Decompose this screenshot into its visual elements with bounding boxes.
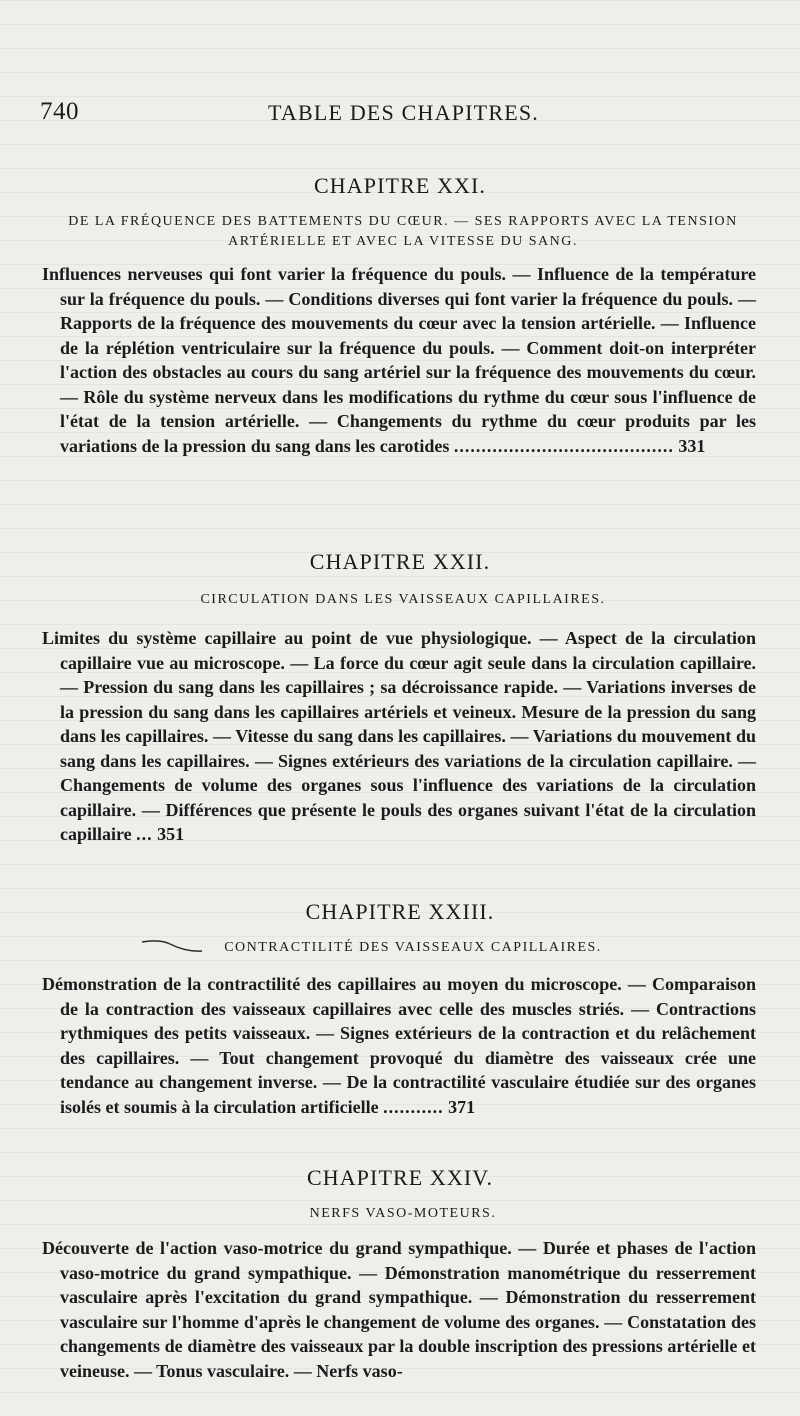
chapter-xxi bbox=[0, 172, 800, 458]
chapter-heading: CHAPITRE XXII. bbox=[309, 549, 491, 574]
chapter-xxiv bbox=[0, 1164, 800, 1383]
chapter-subtitle: CIRCULATION DANS LES VAISSEAUX CAPILLAIRES. bbox=[200, 592, 606, 607]
chapter-heading: CHAPITRE XXI. bbox=[314, 173, 486, 198]
chapter-summary bbox=[42, 972, 756, 1119]
chapter-summary bbox=[42, 1236, 756, 1383]
summary-text: Limites du système capillaire au point de vue physiologique. — Aspect de la circulation capillaire vue au microscope. — La force du cœur agit seule dans la circulation capillaire. — Pression du sang dans les capillaires ; sa décroissance rapide. — Variations inverses de la pression du sang dans les capillaires artériels et veineux. Mesure de la pression du sang dans les capillaires. — Vitesse du sang dans les capillaires. — Variations du mouvement du sang dans les capillaires. — Signes extérieurs des variations de la circulation capillaire. — Changements de volume des organes sous l'influence des variations de la circulation capillaire. — Différences que présente le pouls des organes suivant l'état de la circulation capillaire bbox=[42, 628, 756, 844]
chapter-summary bbox=[42, 626, 756, 847]
chapter-heading: CHAPITRE XXIII. bbox=[305, 899, 495, 924]
page-reference: 371 bbox=[448, 1096, 476, 1117]
summary-text: Démonstration de la contractilité des capillaires au moyen du microscope. — Comparaison de la contraction des vaisseaux capillaires avec celle des muscles striés. — Contractions rythmiques des petits vaisseaux. — Signes extérieurs de la contraction et du relâchement des capillaires. — Tout changement provoqué du diamètre des vaisseaux crée une tendance au changement inverse. — De la contractilité vasculaire étudiée sur des organes isolés et soumis à la circulation artificielle bbox=[42, 974, 756, 1117]
running-title: TABLE DES CHAPITRES. bbox=[268, 100, 539, 125]
chapter-summary bbox=[42, 262, 756, 458]
pen-stroke-mark bbox=[140, 936, 204, 956]
dot-leader: ........... bbox=[383, 1096, 444, 1117]
dot-leader: ........................................ bbox=[453, 435, 674, 456]
page-reference: 331 bbox=[678, 435, 706, 456]
summary-text: Découverte de l'action vaso-motrice du grand sympathique. — Durée et phases de l'action vaso-motrice du grand sympathique. — Démonstration manométrique du resserrement vasculaire après l'excitation du grand sympathique. — Démonstration du resserrement vasculaire sur l'homme d'après le changement de volume des organes. — Constatation des changements de diamètre des vaisseaux par la double inscription des pressions artérielle et veineuse. — Tonus vasculaire. — Nerfs vaso- bbox=[42, 1238, 756, 1381]
page-number: 740 bbox=[40, 98, 79, 125]
chapter-subtitle: NERFS VASO-MOTEURS. bbox=[309, 1206, 497, 1221]
page-reference: 351 bbox=[157, 824, 185, 844]
dot-leader: ... bbox=[136, 824, 153, 844]
chapter-heading: CHAPITRE XXIV. bbox=[306, 1165, 494, 1190]
running-head bbox=[40, 98, 756, 128]
summary-text: Influences nerveuses qui font varier la fréquence du pouls. — Influence de la température sur la fréquence du pouls. — Conditions diverses qui font varier la fréquence du pouls. — Rapports de la fréquence des mouvements du cœur avec la tension artérielle. — Influence de la réplétion ventriculaire sur la fréquence du pouls. — Comment doit-on interpréter l'action des obstacles au cours du sang artériel sur la fréquence des mouvements du cœur. — Rôle du système nerveux dans les modifications du rythme du cœur sous l'influence de l'état de la tension artérielle. — Changements du rythme du cœur produits par les variations de la pression du sang dans les carotides bbox=[42, 264, 756, 456]
chapter-xxii bbox=[0, 548, 800, 847]
chapter-subtitle: CONTRACTILITÉ DES VAISSEAUX CAPILLAIRES. bbox=[224, 940, 602, 955]
chapter-subtitle: DE LA FRÉQUENCE DES BATTEMENTS DU CŒUR. — SES RAPPORTS AVEC LA TENSION ARTÉRIELLE ET AVEC LA VITESSE DU SANG. bbox=[68, 214, 738, 249]
chapter-xxiii bbox=[0, 898, 800, 1119]
